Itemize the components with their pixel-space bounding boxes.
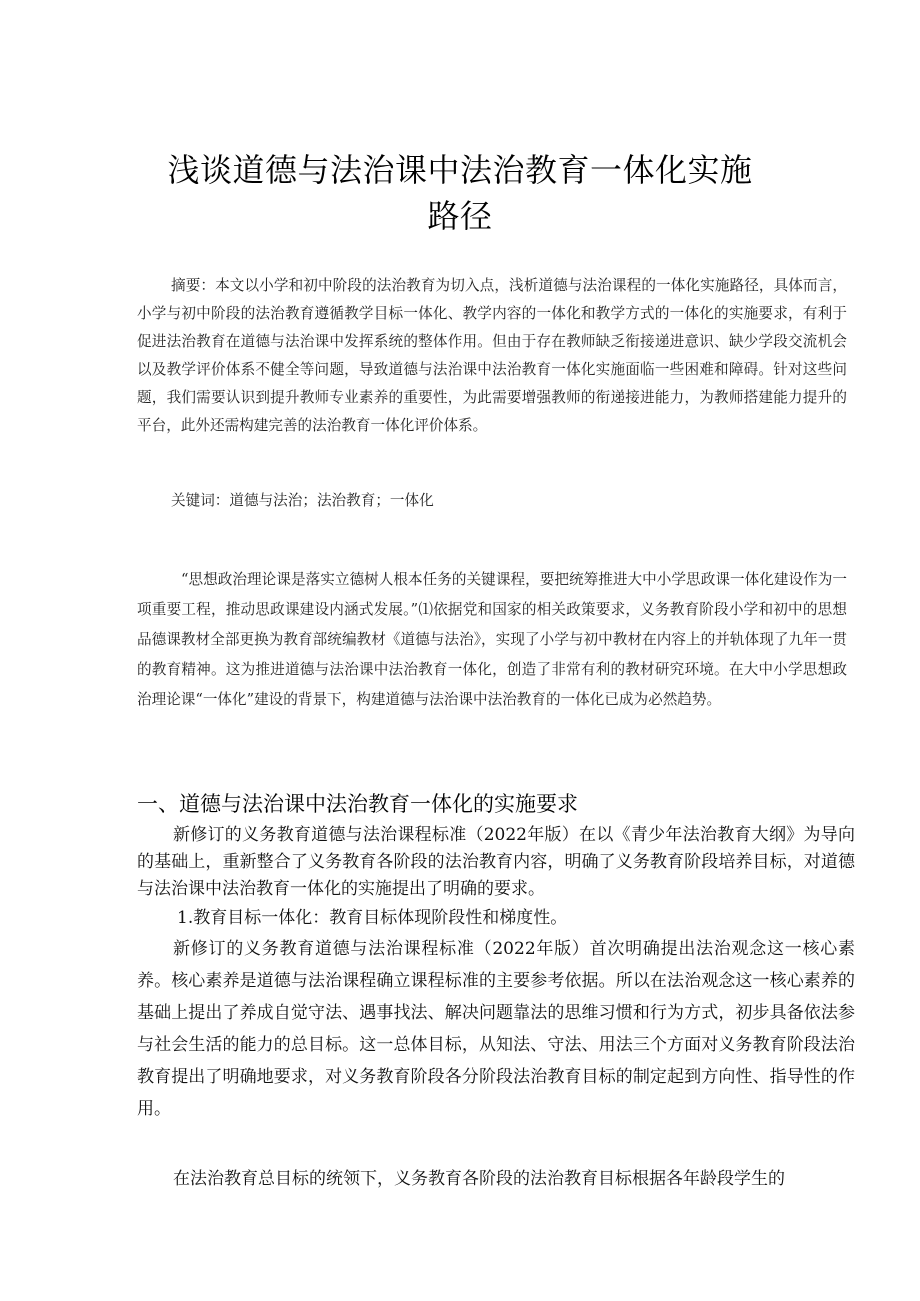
intro-paragraph: “思想政治理论课是落实立德树人根本任务的关键课程，要把统筹推进大中小学思政课一体化建设作为一项重要工程，推动思政课建设内涵式发展。”⑴依据党和国家的相关政策要求，义务教育阶段小学和初中的思想品德课教材全部更换为教育部统编教材《道德与法治》，实现了小学与初中教材在内容上的并轨体现了九年一贯的教育精神。这为推进道德与法治课中法治教育一体化，创造了非常有利的教材研究环境。在大中小学思想政治理论课“一体化”建设的背景下，构建道德与法治课中法治教育的一体化已成为必然趋势。	[137, 571, 847, 708]
document-title-line-2: 路径	[427, 197, 493, 235]
section-1-paragraph-2: 新修订的义务教育道德与法治课程标准（2022年版）首次明确提出法治观念这一核心素养。核心素养是道德与法治课程确立课程标准的主要参考依据。所以在法治观念这一核心素养的基础上提出了养成自觉守法、遇事找法、解决问题靠法的思维习惯和行为方式，初步具备依法参与社会生活的能力的总目标。这一总体目标，从知法、守法、用法三个方面对义务教育阶段法治教育提出了明确地要求，对义务教育阶段各分阶段法治教育目标的制定起到方向性、指导性的作用。	[137, 939, 855, 1119]
section-1-paragraph-3: 在法治教育总目标的统领下，义务教育各阶段的法治教育目标根据各年龄段学生的	[173, 1169, 785, 1189]
document-title-line-1: 浅谈道德与法治课中法治教育一体化实施	[167, 151, 753, 189]
section-1-paragraph-1: 新修订的义务教育道德与法治课程标准（2022年版）在以《青少年法治教育大纲》为导向的基础上，重新整合了义务教育各阶段的法治教育内容，明确了义务教育阶段培养目标，对道德与法治课中法治教育一体化的实施提出了明确的要求。	[137, 825, 855, 899]
section-1-item-1: 1.教育目标一体化：教育目标体现阶段性和梯度性。	[177, 908, 568, 928]
section-1-heading: 一、道德与法治课中法治教育一体化的实施要求	[137, 792, 578, 816]
keywords-line: 关键词：道德与法治；法治教育；一体化	[171, 492, 434, 509]
abstract-paragraph: 摘要：本文以小学和初中阶段的法治教育为切入点，浅析道德与法治课程的一体化实施路径，具体而言，小学与初中阶段的法治教育遵循教学目标一体化、教学内容的一体化和教学方式的一体化的实施要求，有利于促进法治教育在道德与法治课中发挥系统的整体作用。但由于存在教师缺乏衔接递进意识、缺少学段交流机会以及教学评价体系不健全等问题，导致道德与法治课中法治教育一体化实施面临一些困难和障碍。针对这些问题，我们需要认识到提升教师专业素养的重要性，为此需要增强教师的衔递接进能力，为教师搭建能力提升的平台，此外还需构建完善的法治教育一体化评价体系。	[137, 277, 847, 434]
